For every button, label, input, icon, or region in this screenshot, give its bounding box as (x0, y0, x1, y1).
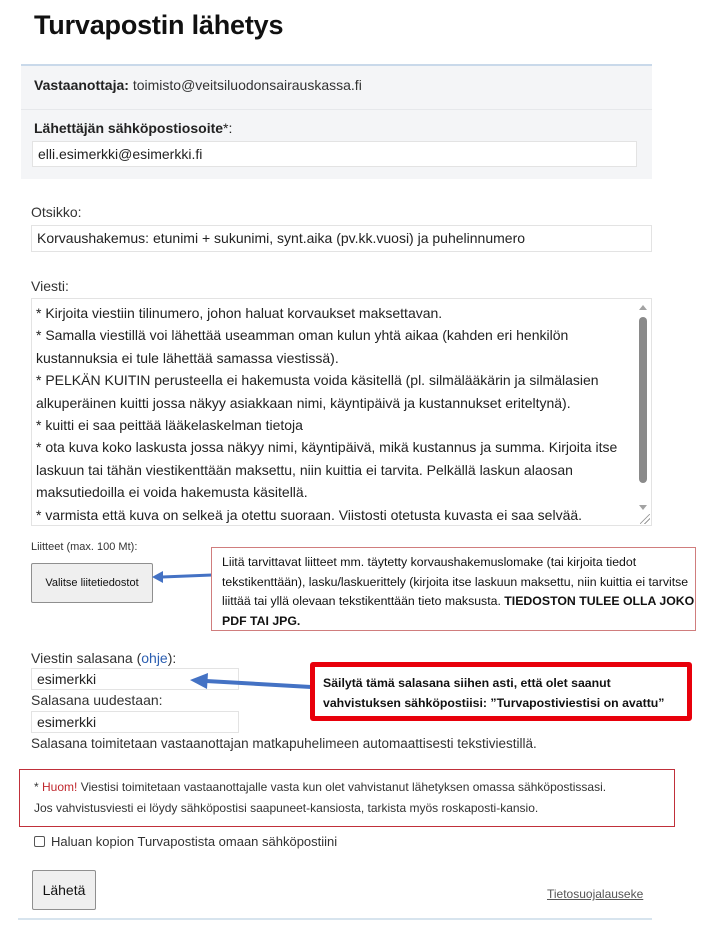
bottom-divider (18, 918, 652, 920)
password-repeat-label: Salasana uudestaan: (31, 692, 163, 708)
copy-checkbox[interactable] (34, 836, 45, 847)
page-title: Turvapostin lähetys (34, 10, 284, 40)
password-info: Salasana toimitetaan vastaanottajan matkapuhelimeen automaattisesti tekstiviestillä. (31, 736, 537, 751)
scroll-down-icon[interactable] (639, 505, 647, 510)
warning-huom: Huom! (42, 780, 78, 794)
message-line: maksutiedoilla ei voida hakemusta käsitellä. (36, 484, 308, 501)
message-line: kustannuksia ei tule lähettää samassa viestissä). (36, 349, 339, 366)
scroll-up-icon[interactable] (639, 305, 647, 310)
recipient-value: toimisto@veitsiluodonsairauskassa.fi (132, 77, 362, 93)
panel-divider (21, 109, 652, 110)
subject-label: Otsikko: (31, 204, 82, 220)
password-callout-line2: vahvistuksen sähköpostiisi: ”Turvapostiviestisi on avattu” (323, 696, 665, 710)
recipient-row (34, 77, 362, 93)
privacy-link[interactable]: Tietosuojalauseke (547, 887, 644, 901)
password-label-text: Viestin salasana ( (31, 650, 142, 666)
message-line: * kuitti ei saa peittää lääkelaskelman tietoja (36, 417, 303, 434)
scroll-thumb[interactable] (639, 317, 647, 483)
password-input[interactable]: esimerkki (31, 668, 239, 690)
required-mark: *: (223, 120, 233, 136)
password-callout (310, 662, 692, 721)
password-label (31, 650, 176, 666)
message-line: laskuun tai tähän viestikenttään maksettu, niin kuittia ei tarvita. Pelkällä laskun alaosan (36, 461, 573, 478)
recipient-label: Vastaanottaja: (34, 77, 129, 93)
choose-attachments-button[interactable]: Valitse liitetiedostot (31, 563, 153, 603)
message-content[interactable] (36, 302, 636, 526)
message-line: * varmista että kuva on selkeä ja otettu suoraan. Viistosti otetusta kuvasta ei saa selvää. (36, 506, 583, 523)
header-panel (21, 64, 652, 179)
copy-checkbox-label[interactable]: Haluan kopion Turvapostista omaan sähköpostiini (51, 834, 338, 849)
password-help-link[interactable]: ohje (141, 650, 168, 666)
sender-email-input[interactable]: elli.esimerkki@esimerkki.fi (32, 141, 637, 167)
password-arrow-icon (188, 672, 313, 694)
resize-handle-icon[interactable] (640, 514, 650, 524)
message-line: * PELKÄN KUITIN perusteella ei hakemusta voida käsitellä (pl. silmälääkärin ja silmälasien (36, 372, 599, 389)
attachment-arrow-icon (150, 568, 214, 584)
send-button[interactable]: Lähetä (32, 870, 96, 910)
warning-line1-text: Viestisi toimitetaan vastaanottajalle vasta kun olet vahvistanut lähetyksen omassa sähköpostissasi. (77, 780, 607, 794)
attachment-note-text: Liitä tarvittavat liitteet mm. täytetty korvaushakemuslomake (tai kirjoita tiedot tekstikenttään), lasku/laskuerittely (kirjoita itse laskuun maksettu, niin kuittia ei tarvitse liittää tai yllä olevaan tekstikenttään tieto maksusta. (222, 555, 689, 608)
message-label: Viesti: (31, 278, 69, 294)
warning-prefix: * (34, 780, 43, 794)
subject-input[interactable]: Korvaushakemus: etunimi + sukunimi, synt.aika (pv.kk.vuosi) ja puhelinnumero (31, 225, 652, 252)
attachment-note (211, 547, 696, 631)
message-line: alkuperäinen kuitti jossa näkyy asiakkaan nimi, käyntipäivä ja kustannukset eriteltynä). (36, 394, 571, 411)
message-line: * Samalla viestillä voi lähettää useamman oman kulun yhtä aikaa (kahden eri henkilön (36, 327, 569, 344)
warning-line1 (34, 777, 674, 798)
message-line: * Kirjoita viestiin tilinumero, johon haluat korvaukset maksettavan. (36, 305, 443, 321)
message-line: * ota kuva koko laskusta jossa näkyy nimi, käyntipäivä, mikä kustannus ja summa. Kirjoita itse (36, 439, 618, 456)
message-textarea[interactable] (31, 298, 652, 526)
sender-email-label-text: Lähettäjän sähköpostiosoite (34, 120, 224, 136)
password-repeat-input[interactable]: esimerkki (31, 711, 239, 733)
sender-email-label (34, 120, 232, 136)
message-scrollbar[interactable] (636, 300, 650, 512)
attachment-note-bold: TIEDOSTON TULEE OLLA JOKO PDF TAI JPG. (222, 594, 695, 628)
warning-box (19, 769, 675, 827)
attachments-label: Liitteet (max. 100 Mt): (31, 541, 138, 553)
password-label-end: ): (167, 650, 177, 666)
warning-line2: Jos vahvistusviesti ei löydy sähköpostisi saapuneet-kansiosta, tarkista myös roskaposti-kansio. (34, 800, 539, 815)
password-callout-line1: Säilytä tämä salasana siihen asti, että olet saanut (323, 676, 611, 690)
copy-checkbox-row[interactable] (34, 834, 337, 849)
